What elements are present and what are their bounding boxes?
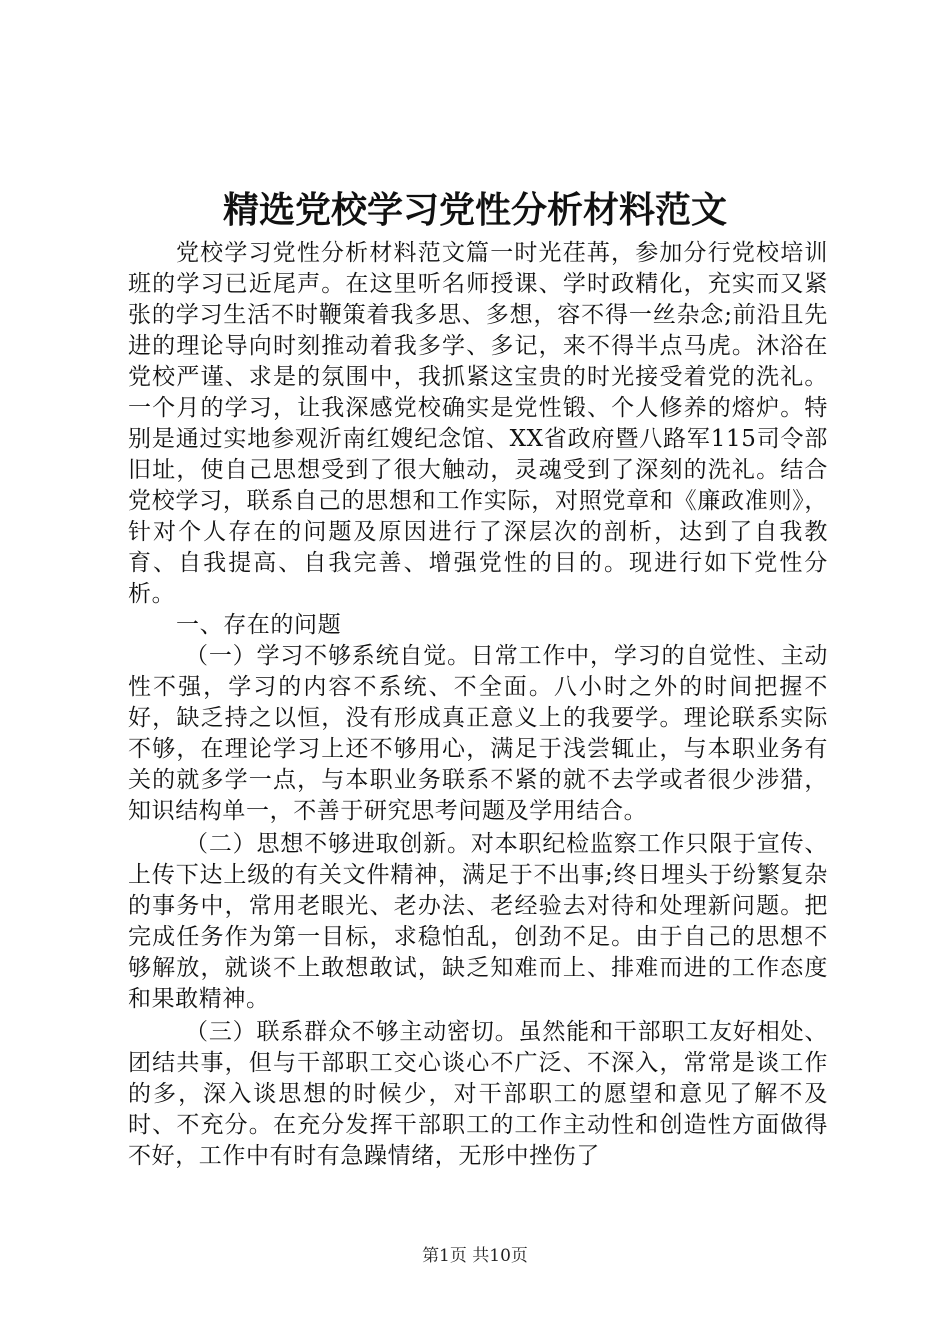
paragraph-problem-1: （一）学习不够系统自觉。日常工作中，学习的自觉性、主动性不强，学习的内容不系统、不全面。八小时之外的时间把握不好，缺乏持之以恒，没有形成真正意义上的我要学。理论联系实际不够，在理论学习上还不够用心，满足于浅尝辄止，与本职业务有关的就多学一点，与本职业务联系不紧的就不去学或者很少涉猎，知识结构单一，不善于研究思考问题及学用结合。 [128,643,828,824]
paragraph-problem-2: （二）思想不够进取创新。对本职纪检监察工作只限于宣传、上传下达上级的有关文件精神，满足于不出事;终日埋头于纷繁复杂的事务中，常用老眼光、老办法、老经验去对待和处理新问题。把完成任务作为第一目标，求稳怕乱，创劲不足。由于自己的思想不够解放，就谈不上敢想敢试，缺乏知难而上、排难而进的工作态度和果敢精神。 [128,831,828,1012]
document-body [128,238,828,1172]
section-heading-problems: 一、存在的问题 [176,612,342,638]
paragraph-intro: 党校学习党性分析材料范文篇一时光荏苒，参加分行党校培训班的学习已近尾声。在这里听名师授课、学时政精化，充实而又紧张的学习生活不时鞭策着我多思、多想，容不得一丝杂念;前沿且先进的理论导向时刻推动着我多学、多记，来不得半点马虎。沐浴在党校严谨、求是的氛围中，我抓紧这宝贵的时光接受着党的洗礼。一个月的学习，让我深感党校确实是党性锻、个人修养的熔炉。特别是通过实地参观沂南红嫂纪念馆、XX省政府暨八路军115司令部旧址，使自己思想受到了很大触动，灵魂受到了深刻的洗礼。结合党校学习，联系自己的思想和工作实际，对照党章和《廉政准则》，针对个人存在的问题及原因进行了深层次的剖析，达到了自我教育、自我提高、自我完善、增强党性的目的。现进行如下党性分析。 [128,240,828,607]
document-title: 精选党校学习党性分析材料范文 [222,189,727,231]
paragraph-problem-3: （三）联系群众不够主动密切。虽然能和干部职工友好相处、团结共事，但与干部职工交心谈心不广泛、不深入，常常是谈工作的多，深入谈思想的时候少，对干部职工的愿望和意见了解不及时、不充分。在充分发挥干部职工的工作主动性和创造性方面做得不好，工作中有时有急躁情绪，无形中挫伤了 [128,1019,828,1169]
page-footer: 第1页 共10页 [422,1246,528,1266]
